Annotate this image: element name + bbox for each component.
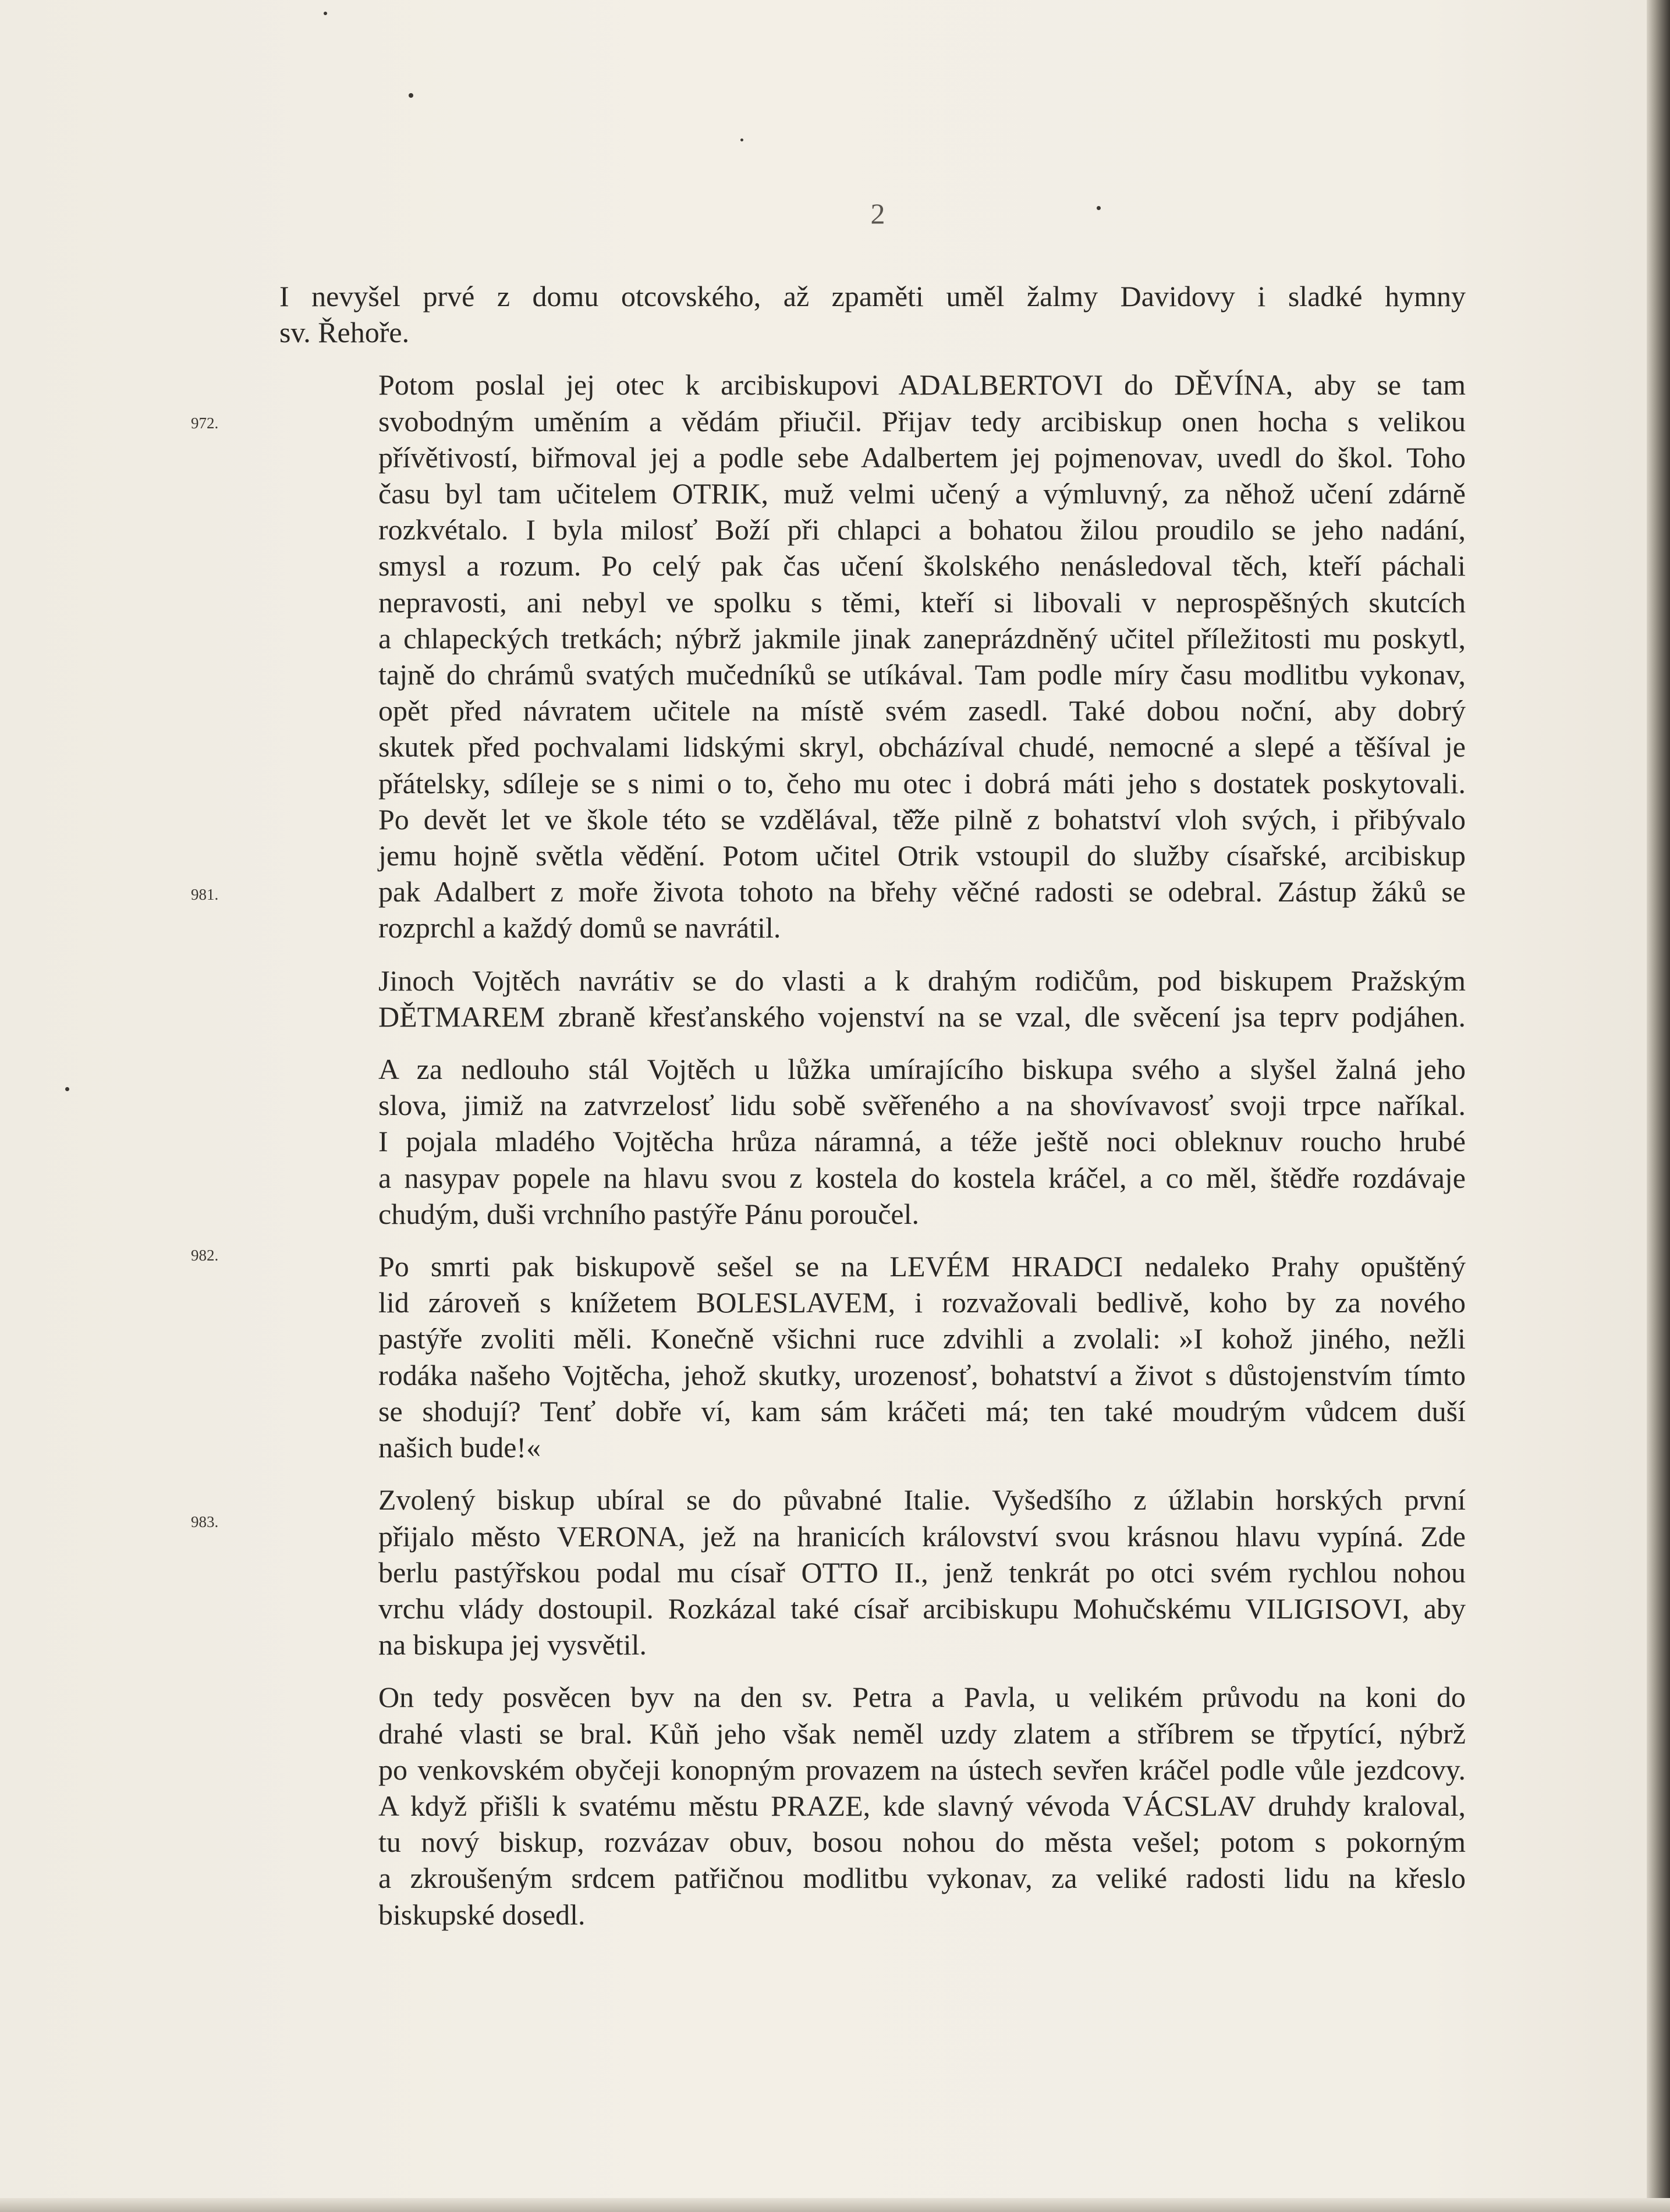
text-line: a nasypav popele na hlavu svou z kostela do kostela kráčel, a co měl, štědře rozdávaje	[378, 1161, 1466, 1194]
text-line: tajně do chrámů svatých mučedníků se utíkával. Tam podle míry času modlitbu vykonav,	[378, 658, 1466, 691]
paragraph	[279, 278, 1466, 350]
text-line: na biskupa jej vysvětil.	[378, 1628, 647, 1661]
text-line: slova, jimiž na zatvrzelosť lidu sobě svěřeného a na shovívavosť svoji trpce naříkal.	[378, 1089, 1466, 1122]
text-line: přijalo město VERONA, jež na hranicích království svou krásnou hlavu vypíná. Zde	[378, 1519, 1466, 1553]
text-line: Po devět let ve škole této se vzdělával, tě̌že pilně z bohatství vloh svých, i přibývalo	[378, 803, 1466, 836]
text-line: I pojala mladého Vojtěcha hrůza náramná, a téže ještě noci obleknuv roucho hrubé	[378, 1125, 1466, 1158]
scan-speck	[740, 139, 743, 141]
text-line: sv. Řehoře.	[279, 316, 410, 349]
text-line: A za nedlouho stál Vojtěch u lůžka umírajícího biskupa svého a slyšel žalná jeho	[378, 1053, 1466, 1086]
text-line: přátelsky, sdíleje se s nimi o to, čeho mu otec i dobrá máti jeho s dostatek poskytovali.	[378, 766, 1466, 800]
text-line: rodáka našeho Vojtěcha, jehož skutky, urozenosť, bohatství a život s důstojenstvím tímto	[378, 1358, 1466, 1391]
text-line: se shodují? Tenť dobře ví, kam sám kráčeti má; ten také moudrým vůdcem duší	[378, 1394, 1466, 1428]
text-line: jemu hojně světla vědění. Potom učitel Otrik vstoupil do služby císařské, arcibiskup	[378, 839, 1466, 872]
paragraph	[279, 963, 1466, 1035]
text-line: Po smrti pak biskupově sešel se na LEVÉM HRADCI nedaleko Prahy opuštěný	[378, 1250, 1466, 1283]
text-line: pastýře zvoliti měli. Konečně všichni ruce zdvihli a zvolali: »I kohož jiného, nežli	[378, 1322, 1466, 1355]
text-line: On tedy posvěcen byv na den sv. Petra a Pavla, u velikém průvodu na koni do	[378, 1681, 1466, 1714]
text-line: a zkroušeným srdcem patřičnou modlitbu vykonav, za veliké radosti lidu na křeslo	[378, 1862, 1466, 1895]
text-line: pak Adalbert z moře života tohoto na břehy věčné radosti se odebral. Zástup žáků se	[378, 875, 1466, 908]
margin-year: 983.	[191, 1513, 219, 1531]
text-line: DĚTMAREM zbraně křesťanského vojenství na se vzal, dle svěcení jsa teprv podjáhen.	[378, 1000, 1466, 1033]
text-line: chudým, duši vrchního pastýře Pánu poroučel.	[378, 1197, 919, 1230]
page-edge-right	[1647, 0, 1670, 2212]
text-line: rozkvétalo. I byla milosť Boží při chlapci a bohatou žilou proudilo se jeho nadání,	[378, 513, 1466, 546]
text-line: drahé vlasti se bral. Kůň jeho však neměl uzdy zlatem a stříbrem se třpytící, nýbrž	[378, 1717, 1466, 1750]
scan-speck	[324, 12, 327, 15]
text-line: biskupské dosedl.	[378, 1898, 586, 1931]
text-line: skutek před pochvalami lidskými skryl, obcházíval chudé, nemocné a slepé a těšíval je	[378, 730, 1466, 764]
text-line: po venkovském obyčeji konopným provazem na ústech sevřen kráčel podle vůle jezdcovy.	[378, 1753, 1466, 1786]
paragraph	[279, 1248, 1466, 1465]
body-text	[279, 278, 1466, 1949]
text-line: berlu pastýřskou podal mu císař OTTO II., jenž tenkrát po otci svém rychlou nohou	[378, 1556, 1466, 1589]
paragraph	[279, 367, 1466, 946]
text-line: svobodným uměním a vědám přiučil. Přijav tedy arcibiskup onen hocha s velikou	[378, 404, 1466, 438]
margin-year: 982.	[191, 1247, 219, 1264]
margin-year: 972.	[191, 414, 219, 432]
page-number: 2	[870, 197, 885, 230]
text-line: lid zároveň s knížetem BOLESLAVEM, i rozvažovali bedlivě, koho by za nového	[378, 1286, 1466, 1319]
text-line: I nevyšel prvé z domu otcovského, až zpaměti uměl žalmy Davidovy i sladké hymny	[279, 280, 1466, 313]
paragraph	[279, 1482, 1466, 1663]
scan-speck	[65, 1087, 69, 1091]
margin-year: 981.	[191, 886, 219, 903]
text-line: tu nový biskup, rozvázav obuv, bosou nohou do města vešel; potom s pokorným	[378, 1826, 1466, 1859]
page-edge-bottom	[0, 2198, 1670, 2212]
text-line: Potom poslal jej otec k arcibiskupovi ADALBERTOVI do DĚVÍNA, aby se tam	[378, 368, 1466, 402]
paragraph	[279, 1679, 1466, 1932]
text-line: nepravosti, ani nebyl ve spolku s těmi, kteří si libovali v neprospěšných skutcích	[378, 585, 1466, 619]
text-line: smysl a rozum. Po celý pak čas učení školského nenásledoval těch, kteří páchali	[378, 549, 1466, 583]
text-line: Zvolený biskup ubíral se do půvabné Italie. Vyšedšího z úžlabin horských první	[378, 1483, 1466, 1517]
text-line: našich bude!«	[378, 1431, 541, 1464]
paragraph	[279, 1051, 1466, 1232]
text-line: rozprchl a každý domů se navrátil.	[378, 911, 781, 945]
text-line: opět před návratem učitele na místě svém zasedl. Také dobou noční, aby dobrý	[378, 694, 1466, 727]
text-line: přívětivostí, biřmoval jej a podle sebe Adalbertem jej pojmenovav, uvedl do škol. Toho	[378, 441, 1466, 474]
scan-speck	[409, 93, 413, 98]
text-line: času byl tam učitelem OTRIK, muž velmi učený a výmluvný, za něhož učení zdárně	[378, 477, 1466, 510]
text-line: vrchu vlády dostoupil. Rozkázal také císař arcibiskupu Mohučskému VILIGISOVI, aby	[378, 1592, 1466, 1625]
scan-speck	[1097, 206, 1101, 210]
text-line: a chlapeckých tretkách; nýbrž jakmile jinak zaneprázdněný učitel příležitosti mu poskytl,	[378, 622, 1466, 655]
text-line: Jinoch Vojtěch navrátiv se do vlasti a k drahým rodičům, pod biskupem Pražským	[378, 964, 1466, 997]
text-line: A když přišli k svatému městu PRAZE, kde slavný vévoda VÁCSLAV druhdy kraloval,	[378, 1789, 1466, 1822]
